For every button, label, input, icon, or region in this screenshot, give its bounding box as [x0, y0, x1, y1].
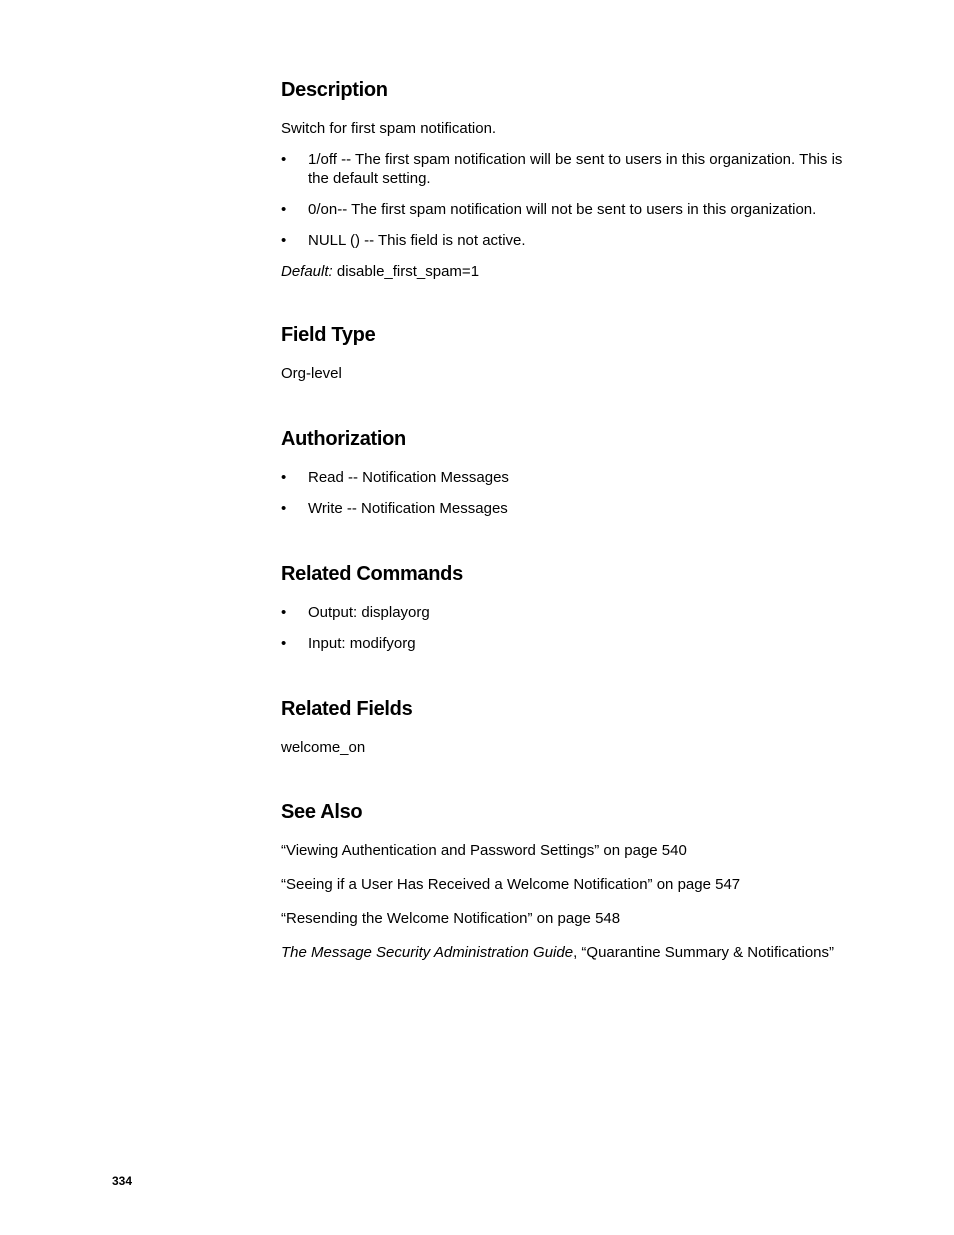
list-item — [281, 231, 851, 250]
bullet-icon: • — [281, 151, 287, 168]
list-item-text: 0/on-- The first spam notification will not be sent to users in this organization. — [308, 201, 817, 218]
guide-title: The Message Security Administration Guide — [281, 944, 574, 961]
see-also-link[interactable]: “Resending the Welcome Notification” on page 548 — [281, 910, 621, 927]
authorization-heading: Authorization — [281, 428, 406, 450]
see-also-link[interactable]: “Viewing Authentication and Password Settings” on page 540 — [281, 842, 687, 859]
description-section — [281, 78, 851, 281]
list-item — [281, 200, 851, 219]
see-also-link[interactable]: “Seeing if a User Has Received a Welcome Notification” on page 547 — [281, 876, 741, 893]
bullet-icon: • — [281, 232, 287, 249]
related-fields-value: welcome_on — [281, 739, 366, 756]
related-fields-section — [281, 697, 851, 757]
authorization-section — [281, 427, 851, 518]
guide-chapter: , “Quarantine Summary & Notifications” — [573, 944, 835, 961]
see-also-heading: See Also — [281, 801, 363, 823]
page-content — [281, 78, 851, 1000]
list-item — [281, 499, 851, 518]
bullet-icon: • — [281, 604, 287, 621]
see-also-section — [281, 800, 851, 962]
description-intro: Switch for first spam notification. — [281, 120, 497, 137]
authorization-list — [281, 468, 851, 518]
bullet-icon: • — [281, 500, 287, 517]
bullet-icon: • — [281, 635, 287, 652]
related-commands-list — [281, 603, 851, 653]
list-item — [281, 634, 851, 653]
list-item-text: Read -- Notification Messages — [308, 469, 509, 486]
default-label: Default: — [281, 263, 333, 280]
field-type-value: Org-level — [281, 365, 342, 382]
list-item-text: 1/off -- The first spam notification will be sent to users in this organization. This is the default setting. — [308, 151, 843, 187]
page-number: 334 — [112, 1174, 133, 1188]
description-heading: Description — [281, 79, 388, 101]
list-item — [281, 468, 851, 487]
see-also-guide-reference — [281, 943, 851, 962]
list-item — [281, 603, 851, 622]
description-list — [281, 150, 851, 250]
bullet-icon: • — [281, 201, 287, 218]
related-commands-section — [281, 562, 851, 653]
list-item-text: Write -- Notification Messages — [308, 500, 508, 517]
list-item-text: Output: displayorg — [308, 604, 430, 621]
list-item-text: NULL () -- This field is not active. — [308, 232, 526, 249]
default-value: disable_first_spam=1 — [332, 263, 480, 280]
field-type-section — [281, 323, 851, 383]
related-commands-heading: Related Commands — [281, 563, 463, 585]
related-fields-heading: Related Fields — [281, 698, 413, 720]
field-type-heading: Field Type — [281, 324, 376, 346]
list-item — [281, 150, 851, 188]
default-setting — [281, 262, 851, 281]
bullet-icon: • — [281, 469, 287, 486]
list-item-text: Input: modifyorg — [308, 635, 416, 652]
